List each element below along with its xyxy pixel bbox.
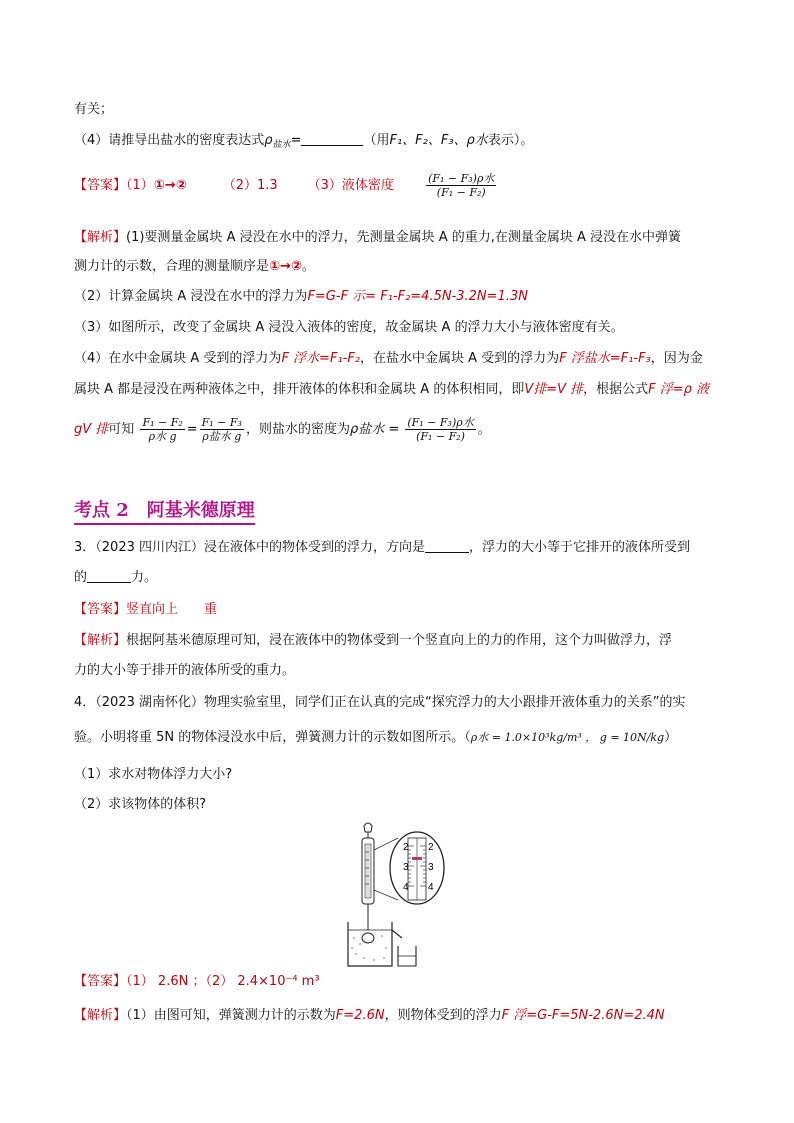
- text: (F₁ − F₃)ρ水: [428, 172, 495, 185]
- text: ρ: [264, 133, 273, 148]
- text: (F₁ − F₂): [416, 430, 465, 443]
- text: ①→②: [153, 178, 187, 193]
- explanation-line: [74, 380, 709, 400]
- tick-label: 4: [428, 882, 434, 893]
- text: F₁ − F₂: [142, 416, 183, 429]
- text: ，根据公式: [583, 382, 649, 397]
- text: 有关；: [74, 102, 114, 117]
- text: F₁ − F₃: [201, 416, 242, 429]
- text: （4）在水中金属块 A 受到的浮力为: [74, 351, 282, 366]
- text: (F₁ − F₃)ρ水: [407, 416, 474, 429]
- explanation-tag: 【解析】: [74, 1008, 127, 1023]
- text: 表示）。: [487, 133, 534, 148]
- text: 4．（2023 湖南怀化）物理实验室里，同学们正在认真的完成“探究浮力的大小跟排开液体重力的关系”的实: [74, 695, 686, 710]
- explanation-line: [74, 349, 703, 369]
- text: 。: [477, 422, 491, 437]
- pointer: [412, 857, 422, 860]
- sub-question: [74, 795, 206, 815]
- text: （2）1.3: [222, 178, 278, 193]
- answer-blank: [425, 540, 469, 553]
- explanation-tag: 【解析】: [74, 633, 127, 648]
- question-4-line: [74, 131, 533, 155]
- text: 属块 A 都是浸没在两种液体之中，排开液体的体积和金属块 A 的体积相同，即: [74, 382, 525, 397]
- answer-line: [74, 600, 217, 620]
- text: ①→②: [269, 259, 302, 274]
- text: 可知: [108, 422, 135, 437]
- text: F₁、F₂、F₃、ρ水: [389, 133, 488, 148]
- text: （4）请推导出盐水的密度表达式: [74, 133, 265, 148]
- answer-line: [74, 972, 320, 992]
- fraction: [200, 416, 244, 443]
- text: 力的大小等于排开的液体所受的重力。: [74, 663, 296, 678]
- text: （3）液体密度: [307, 178, 394, 193]
- question-line: [74, 538, 690, 558]
- text: ）: [664, 730, 678, 745]
- tick-label: 3: [403, 862, 409, 873]
- text: ，因为金: [650, 351, 703, 366]
- text: （1）由图可知，弹簧测力计的示数为: [126, 1008, 336, 1023]
- tick-label: 2: [428, 842, 434, 853]
- answer-tag: 【答案】: [74, 178, 127, 193]
- text: （2）求该物体的体积?: [74, 797, 207, 812]
- text: （用: [363, 133, 390, 148]
- text: ，则物体受到的浮力: [384, 1008, 502, 1023]
- explanation-line: [74, 228, 681, 248]
- text: F 浮盐水=F₁-F₃: [559, 351, 651, 366]
- text: 根据阿基米德原理可知，浸在液体中的物体受到一个竖直向上的力的作用，这个力叫做浮力，浮: [126, 633, 673, 648]
- text: F 浮=ρ 液: [648, 382, 710, 397]
- tick-label: 4: [403, 882, 409, 893]
- explanation-tag: 【解析】: [74, 230, 127, 245]
- text: ，浮力的大小等于它排开的液体所受到: [469, 540, 691, 555]
- text: ρ水 = 1.0×10³kg/m³ ， g = 10N/kg: [470, 731, 665, 744]
- text: ρ盐水 g: [202, 430, 242, 443]
- object: [362, 933, 374, 943]
- sub-question: [74, 765, 232, 785]
- density-fraction: [405, 416, 475, 443]
- text: 验。小明将重 5N 的物体浸没水中后，弹簧测力计的示数如图所示。（: [74, 730, 471, 745]
- text: ，在盐水中金属块 A 受到的浮力为: [360, 351, 560, 366]
- text: (1)要测量金属块 A 浸没在水中的浮力，先测量金属块 A 的重力,在测量金属块 A 浸没在水中弹簧: [126, 230, 682, 245]
- overflow-beaker: [348, 922, 392, 966]
- text: 3．（2023 四川内江）浸在液体中的物体受到的浮力，方向是: [74, 540, 425, 555]
- answer-blank: [87, 570, 131, 583]
- text: 的: [74, 570, 88, 585]
- text-line: [74, 100, 113, 120]
- text: (F₁ − F₂): [436, 186, 486, 199]
- text: F 浮=G-F=5N-2.6N=2.4N: [501, 1008, 665, 1023]
- text: 盐水: [272, 140, 291, 150]
- answer-tag: 【答案】: [74, 974, 127, 989]
- text: F 浮水=F₁-F₂: [281, 351, 361, 366]
- explanation-line: [74, 631, 672, 651]
- text: 力。: [131, 570, 158, 585]
- hand-icon: [364, 823, 372, 832]
- explanation-line: [74, 287, 528, 307]
- text: 测力计的示数，合理的测量顺序是: [74, 259, 270, 274]
- text: （1） 2.6N ；（2） 2.4×10⁻⁴ m³: [126, 974, 320, 989]
- tick-label: 2: [403, 842, 409, 853]
- explanation-line: [74, 1006, 665, 1026]
- text: 竖直向上 重: [126, 602, 218, 617]
- text: gV 排: [74, 422, 109, 437]
- text: F=G-F 示= F₁-F₂=4.5N-3.2N=1.3N: [307, 289, 528, 304]
- question-line: [74, 728, 677, 748]
- explanation-line: [74, 318, 624, 338]
- tick-label: 3: [428, 862, 434, 873]
- text: （1）: [126, 178, 154, 193]
- spring-scale-figure: [344, 820, 446, 970]
- density-fraction: [426, 172, 496, 199]
- text: F=2.6N: [335, 1008, 385, 1023]
- fraction: [140, 416, 184, 443]
- answer-tag: 【答案】: [74, 602, 127, 617]
- text: （3）如图所示，改变了金属块 A 浸没入液体的密度，故金属块 A 的浮力大小与液体密度有关。: [74, 320, 624, 335]
- section-heading: 考点 2 阿基米德原理: [74, 500, 255, 525]
- answer-blank: [301, 133, 363, 146]
- text: 。: [301, 259, 315, 274]
- explanation-line: [74, 257, 315, 277]
- text: V排=V 排: [524, 382, 584, 397]
- text: （2）计算金属块 A 浸没在水中的浮力为: [74, 289, 308, 304]
- explanation-line: gV 排可知 $\frac{\text{F₁ − F₂}}{\text{ρ水 g}}$ = $\frac{\text{F₁ − F₃}}{\text{ρ盐水 g}}$ ，则盐水的密度为ρ盐水 = $\frac{\text{(F₁ − F₃)ρ水}}{\text{(F₁ − F₂)}}$ 。: [74, 416, 491, 443]
- text: （1）求水对物体浮力大小?: [74, 767, 233, 782]
- text: ，则盐水的密度为: [245, 422, 350, 437]
- answer-line: [74, 172, 498, 199]
- text: ρ盐水 =: [349, 422, 400, 437]
- text: =: [290, 133, 302, 148]
- question-line: [74, 693, 685, 713]
- question-line: [74, 568, 157, 588]
- explanation-line: [74, 661, 295, 681]
- text: ρ水 g: [148, 430, 177, 443]
